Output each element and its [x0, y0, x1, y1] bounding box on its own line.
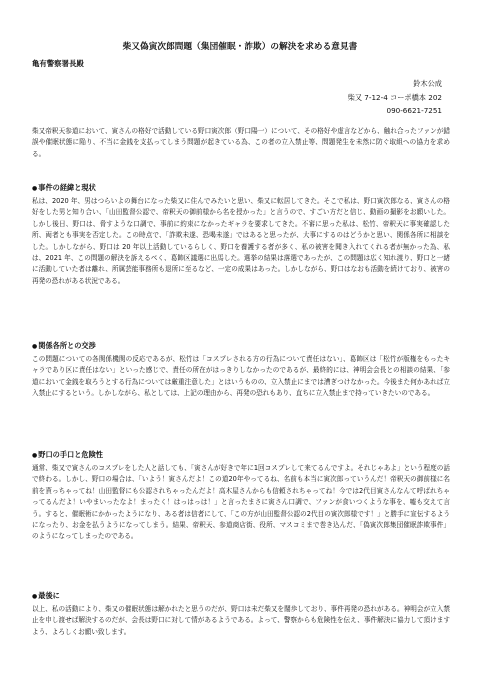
section-text: 通常、柴又で寅さんのコスプレをした人と話しても、「寅さんが好きで年に1回コスプレして来てるんですよ。それじゃあよ」という程度の話で終わる。しかし、野口の場合は、「いよう！寅さんだよ！この道20年やってるね、名前も本当に寅次郎っていうんだ！帝釈天の御前様に名前を貰っちゃってね！山田監督にも公認されちゃったんだよ！高木屋さんからも信頼されちゃってね！今では2代目寅さんなんて呼ばれちゃってるんだよ！いやまいったなよ！まったく！はっはっは！」と言ったまさに寅さん口調で、ファンが食いつくような事を、嘘も交えて言う。すると、催眠術にかかったようになり、ある者は信者にして、「この方が山田監督公認の2代目の寅次郎様です！」と勝手に宣伝するようになったり、お金を払うようになってしまう。結果、帝釈天、参道商店街、役所、マスコミまで巻き込んだ、「偽寅次郎集団催眠詐欺事件」のようになってしまったのである。 — [32, 464, 450, 541]
document-title: 柴又偽寅次郎問題（集団催眠・詐欺）の解決を求める意見書 — [122, 42, 358, 52]
sender-name: 鈴木公成 — [413, 79, 442, 88]
section-heading-background — [32, 183, 96, 193]
sender-address: 柴又 7-12-4 コーポ橋本 202 — [347, 92, 442, 102]
intro-paragraph — [32, 126, 450, 160]
bullet-marker: ● — [32, 185, 38, 192]
section-body-background — [32, 196, 450, 287]
section-text: 私は、2020 年、男はつらいよの舞台になった柴又に住んでみたいと思い、柴又に転居してきた。そこで私は、野口寅次郎なる、寅さんの格好をした男と知り合い、「山田監督公認で、帝釈天の御前様から名を授かった」と言うので、すごい方だと信じ、動画の撮影をお願いした。しかし後日、野口は、脅すような口調で、事前に約束になかったギャラを要求してきた。不審に思った私は、松竹、帝釈天に事実確認した所、両者とも事実を否定した。この時点で、「詐欺未遂、恐喝未遂」ではあると思ったが、大事にするのはどうかと思い、関係各所に相談をした。しかしながら、野口は 20 年以上活動しているらしく、野口を養護する者が多く、私の被害を聞き入れてくれる者が無かった為、私は、2021 年、この問題の解決を訴えるべく、葛飾区議選に出馬した。選挙の結果は落選であったが、この問題は広く知れ渡り、野口と一緒に活動していた者は離れ、所属芸能事務所も退所に至るなど、一定の成果はあった。しかしながら、野口はなおも活動を続けており、被害の再発の恐れがある状況である。 — [32, 197, 450, 285]
bullet-marker: ● — [32, 452, 38, 459]
intro-text: 柴又帝釈天参道において、寅さんの格好で活動している野口寅次郎（野口陽一）について、その格好や虚言などから、触れ合ったファンが錯誤や催眠状態に陥り、不当に金銭を支払ってしまう問題が起きている為、この者の立入禁止等、問題発生を未然に防ぐ取組への協力を求める。 — [32, 127, 450, 158]
section-heading-text: 関係各所との交渉 — [38, 341, 96, 350]
sender-block — [348, 77, 442, 118]
section-heading-methods — [32, 450, 103, 460]
addressee: 亀有警察署長殿 — [32, 59, 84, 68]
section-body-methods — [32, 463, 450, 543]
section-text: この問題についての各関係機関の反応であるが、松竹は「コスプレされる方の行為について責任はない」、葛飾区は「松竹が版権をもったキャラであり区に責任はない」といった感じで、責任の所在がはっきりしなかったのであるが、最終的には、神明会会長との相談の結果、「参道において金銭を取ろうとする行為については厳重注意した」とはいうものの、立入禁止にまでは漕ぎつけなかった。今後また何かあれば立入禁止にするという。しかしながら、私としては、上記の理由から、再発の恐れもあり、直ちに立入禁止まで持っていきたいのである。 — [32, 355, 450, 398]
section-text: 以上、私の活動により、柴又の催眠状態は解かれたと思うのだが、野口は未だ柴又を闊歩しており、事件再発の恐れがある。神明会が立入禁止を申し渡せば解決するのだが、会長は野口に対して情があるようである。よって、警察からも危険性を伝え、事件解決に協力して頂けますよう、よろしくお願い致します。 — [32, 605, 450, 636]
section-heading-text: 最後に — [38, 591, 60, 600]
section-heading-conclusion — [32, 591, 60, 601]
bullet-marker: ● — [32, 343, 38, 350]
bullet-marker: ● — [32, 593, 38, 600]
section-heading-text: 野口の手口と危険性 — [38, 450, 103, 459]
sender-phone: 090-6621-7251 — [386, 106, 442, 116]
section-heading-text: 事件の経緯と現状 — [38, 183, 96, 192]
section-heading-negotiation — [32, 341, 96, 351]
section-body-conclusion — [32, 604, 450, 638]
section-body-negotiation — [32, 354, 450, 400]
